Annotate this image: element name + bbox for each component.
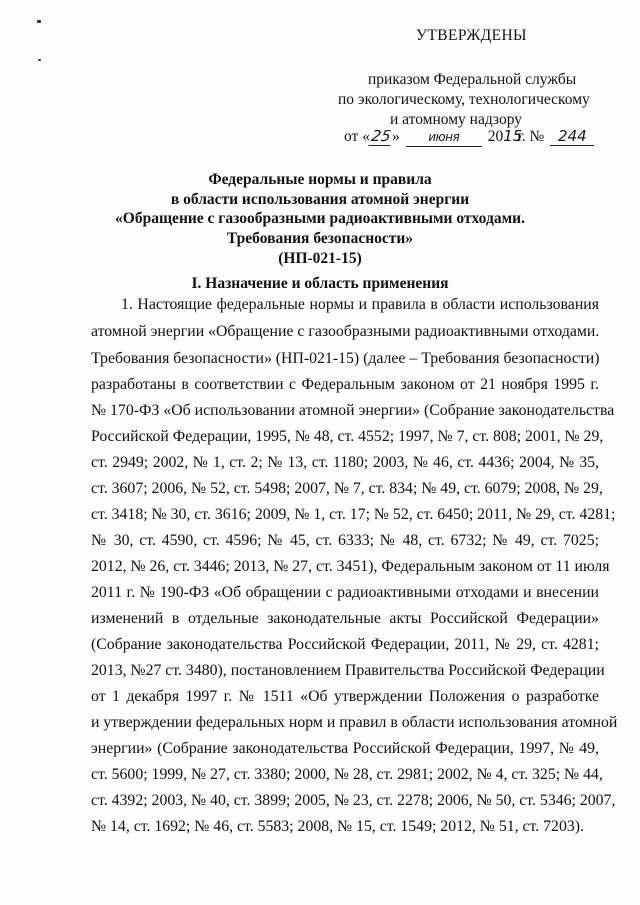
paragraph-line: Требования безопасности» (НП-021-15) (далее – Требования безопасности) [91,350,600,367]
approval-date-line [344,127,594,147]
paragraph-line: Российской Федерации, 1995, № 48, ст. 4552; 1997, № 7, ст. 808; 2001, № 29, [91,428,604,445]
date-prefix: от « [344,128,370,145]
paragraph-line: (Собрание законодательства Российской Федерации, 2011, № 29, ст. 4281; [91,636,599,653]
paragraph-line: ст. 5600; 1999, № 27, ст. 3380; 2000, № 28, ст. 2981; 2002, № 4, ст. 325; № 44, [91,766,603,783]
document-heading-line: Федеральные нормы и правила [208,171,432,188]
handwritten-number: 244 [550,127,594,146]
date-mid: » [391,128,400,145]
paragraph-line: от 1 декабря 1997 г. № 1511 «Об утверждении Положения о разработке [91,688,599,705]
section-title: I. Назначение и область применения [191,275,449,292]
handwritten-year: 15 [503,127,523,145]
paragraph-line: № 170-ФЗ «Об использовании атомной энергии» (Собрание законодательства [91,402,615,419]
paragraph-line: разработаны в соответствии с Федеральным законом от 21 ноября 1995 г. [91,376,599,393]
paragraph-line: ст. 4392; 2003, № 40, ст. 3899; 2005, № 23, ст. 2278; 2006, № 50, ст. 5346; 2007, [91,792,616,809]
paragraph-line: № 14, ст. 1692; № 46, ст. 5583; 2008, № 15, ст. 1549; 2012, № 51, ст. 7203). [91,818,584,835]
document-heading-line: «Обращение с газообразными радиоактивными отходами. [115,210,525,227]
approval-line: и атомному надзору [390,111,522,128]
year-prefix: 20 [487,128,504,145]
paragraph-line: 2013, №27 ст. 3480), постановлением Правительства Российской Федерации [91,662,605,679]
paragraph-line: энергии» (Собрание законодательства Российской Федерации, 1997, № 49, [91,740,599,757]
handwritten-month: июня [406,128,482,147]
document-heading-line: Требования безопасности» [226,230,414,247]
handwritten-day: 25 [369,127,393,145]
paragraph-line: и утверждении федеральных норм и правил в области использования атомной [91,714,618,731]
paragraph-line: изменений в отдельные законодательные акты Российской Федерации» [91,610,599,627]
document-code: (НП-021-15) [278,250,362,267]
paragraph-line: 2011 г. № 190-ФЗ «Об обращении с радиоактивными отходами и внесении [91,584,599,601]
scan-speck [38,59,41,61]
paragraph-line: 2012, № 26, ст. 3446; 2013, № 27, ст. 3451), Федеральным законом от 11 июля [91,558,610,575]
paragraph-line: № 30, ст. 4590, ст. 4596; № 45, ст. 6333; № 48, ст. 6732; № 49, ст. 7025; [91,532,599,549]
paragraph-line: атомной энергии «Обращение с газообразными радиоактивными отходами. [91,323,600,340]
year-tail: г. № [517,128,545,145]
paragraph-line: ст. 3418; № 30, ст. 3616; 2009, № 1, ст. 17; № 52, ст. 6450; 2011, № 29, ст. 4281; [91,506,616,523]
paragraph-line: 1. Настоящие федеральные нормы и правила в области использования [121,296,599,313]
approval-line: по экологическому, технологическому [338,91,590,108]
approval-line: приказом Федеральной службы [368,71,577,88]
approval-title: УТВЕРЖДЕНЫ [416,27,527,44]
document-heading-line: в области использования атомной энергии [170,191,470,208]
paragraph-line: ст. 2949; 2002, № 1, ст. 2; № 13, ст. 1180; 2003, № 46, ст. 4436; 2004, № 35, [91,454,599,471]
scan-speck [37,20,41,23]
paragraph-line: ст. 3607; 2006, № 52, ст. 5498; 2007, № 7, ст. 834; № 49, ст. 6079; 2008, № 29, [91,480,603,497]
